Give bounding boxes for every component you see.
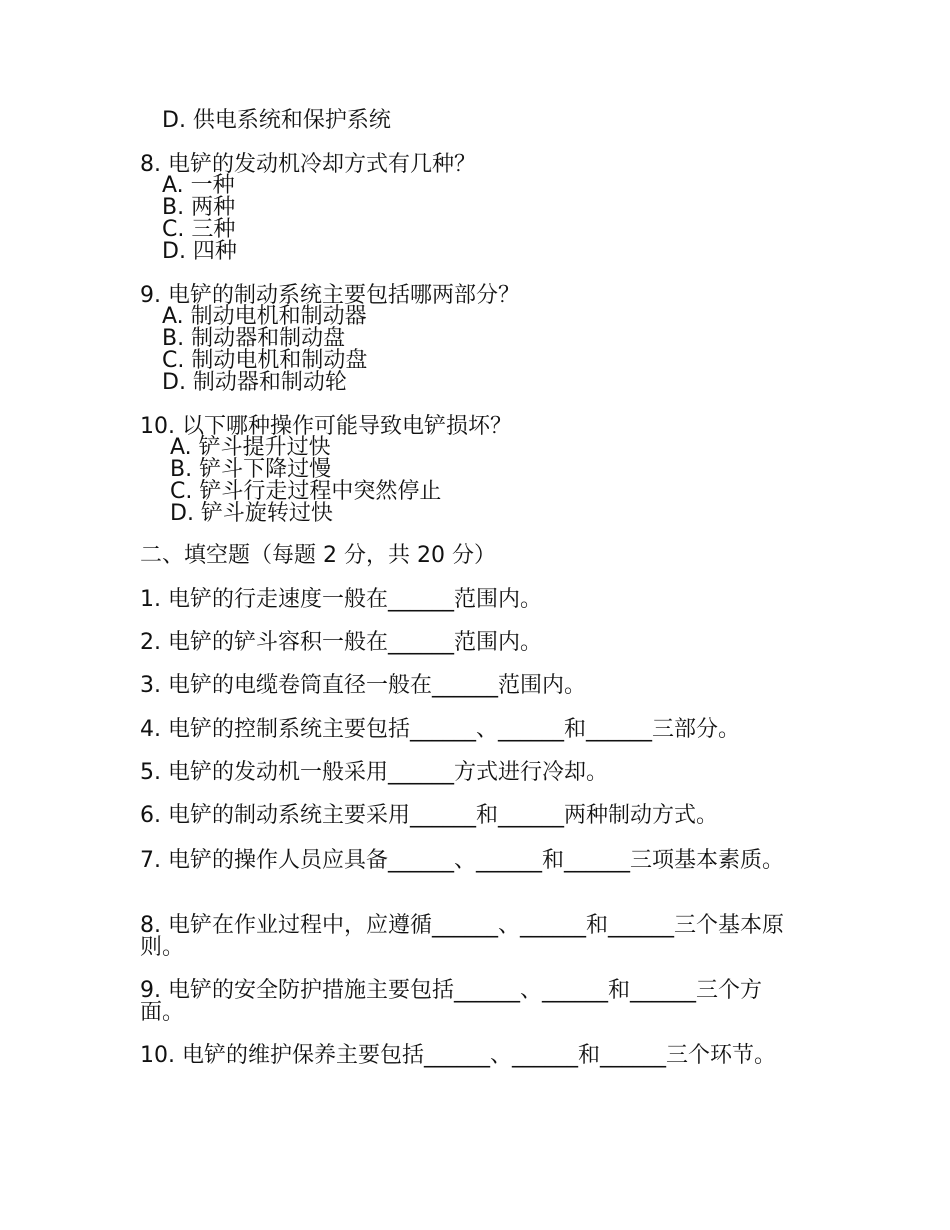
q9-option-b: B. 制动器和制动盘 xyxy=(162,326,346,351)
fill-question-6: 6. 电铲的制动系统主要采用______和______两种制动方式。 xyxy=(140,803,718,828)
q8-option-c: C. 三种 xyxy=(162,217,236,242)
q10-option-c: C. 铲斗行走过程中突然停止 xyxy=(170,479,442,504)
fill-question-1: 1. 电铲的行走速度一般在______范围内。 xyxy=(140,587,542,612)
q8-option-b: B. 两种 xyxy=(162,195,236,220)
section-2-title: 二、填空题（每题 2 分，共 20 分） xyxy=(140,543,496,568)
fill-question-4: 4. 电铲的控制系统主要包括______、______和______三部分。 xyxy=(140,717,740,742)
fill-question-10: 10. 电铲的维护保养主要包括______、______和______三个环节。 xyxy=(140,1043,776,1068)
question-8: 8. 电铲的发动机冷却方式有几种？ xyxy=(140,152,476,177)
fill-question-8: 8. 电铲在作业过程中，应遵循______、______和______三个基本原则。 xyxy=(140,913,784,960)
q10-option-b: B. 铲斗下降过慢 xyxy=(170,457,332,482)
question-10: 10. 以下哪种操作可能导致电铲损坏？ xyxy=(140,414,512,439)
fill-question-9: 9. 电铲的安全防护措施主要包括______、______和______三个方面。 xyxy=(140,978,762,1025)
q9-option-d: D. 制动器和制动轮 xyxy=(162,370,347,395)
fill-question-3: 3. 电铲的电缆卷筒直径一般在______范围内。 xyxy=(140,673,586,698)
q10-option-a: A. 铲斗提升过快 xyxy=(170,435,331,460)
q7-option-d: D. 供电系统和保护系统 xyxy=(162,108,391,133)
q9-option-c: C. 制动电机和制动盘 xyxy=(162,348,368,373)
q9-option-a: A. 制动电机和制动器 xyxy=(162,304,367,329)
q10-option-d: D. 铲斗旋转过快 xyxy=(170,501,333,526)
question-9: 9. 电铲的制动系统主要包括哪两部分？ xyxy=(140,283,520,308)
fill-question-5: 5. 电铲的发动机一般采用______方式进行冷却。 xyxy=(140,760,608,785)
fill-question-7: 7. 电铲的操作人员应具备______、______和______三项基本素质。 xyxy=(140,848,784,873)
fill-question-2: 2. 电铲的铲斗容积一般在______范围内。 xyxy=(140,630,542,655)
q8-option-d: D. 四种 xyxy=(162,239,237,264)
q8-option-a: A. 一种 xyxy=(162,173,235,198)
